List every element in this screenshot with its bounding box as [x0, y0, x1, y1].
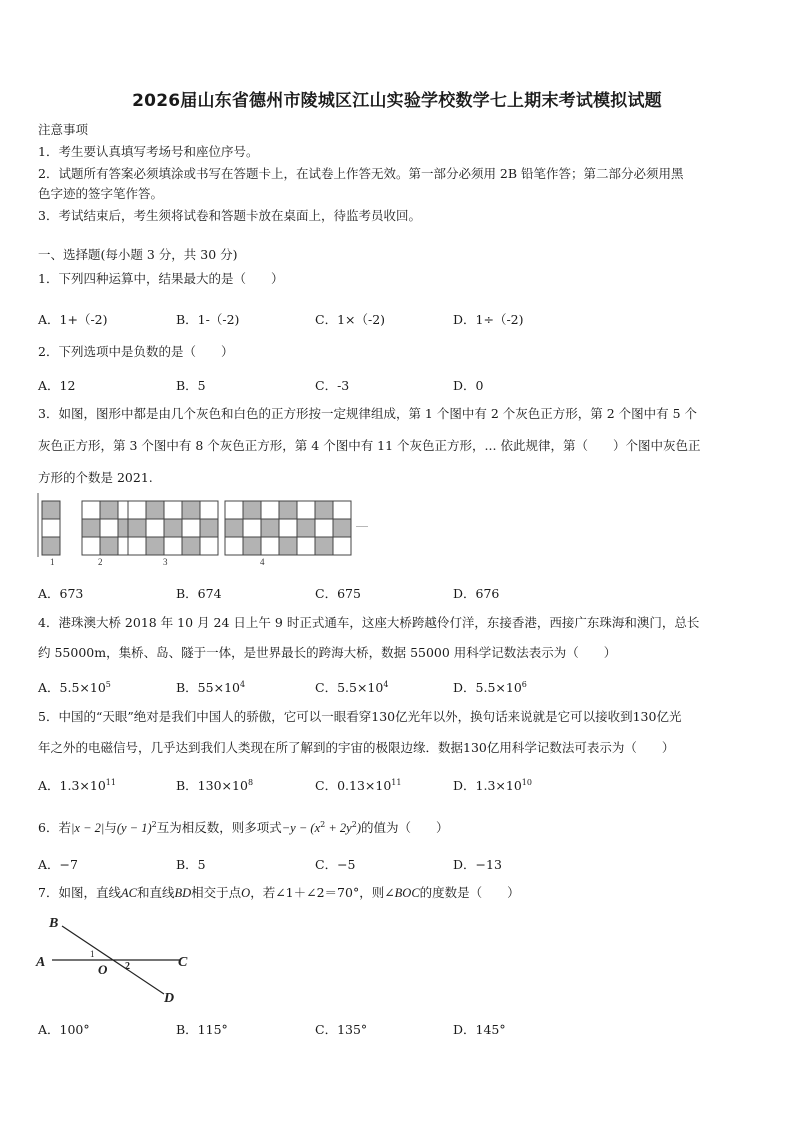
- q7-point-o: O: [241, 886, 251, 900]
- question-3-line-2: 灰色正方形，第 3 个图中有 8 个灰色正方形，第 4 个图中有 11 个灰色正方形，... 依此规律，第（ ）个图中灰色正: [38, 438, 701, 453]
- q2-option-a: A．12: [38, 378, 76, 393]
- q6-square-exponent: 2: [151, 820, 157, 829]
- notice-item-2-cont: 色字迹的签字笔作答。: [38, 186, 164, 201]
- question-5-line-1: 5．中国的“天眼”绝对是我们中国人的骄傲，它可以一眼看穿130亿光年以外，换句话来说就是它可以接收到130亿光: [38, 709, 682, 724]
- q7-stem-e: 的度数是（ ）: [419, 885, 520, 900]
- q5-option-a-exp: 11: [105, 778, 116, 787]
- square-pattern-figure: [36, 493, 376, 573]
- question-1-stem: 1．下列四种运算中，结果最大的是（ ）: [38, 271, 284, 286]
- q5-option-a: [38, 776, 116, 794]
- pattern-4-cell: [279, 501, 297, 519]
- q7-angle-boc: BOC: [394, 886, 420, 900]
- q6-text: 互为相反数，则多项式: [156, 820, 282, 835]
- pattern-4-cell: [225, 519, 243, 537]
- q7-option-d: D．145°: [453, 1022, 506, 1037]
- q6-option-a: A．−7: [38, 857, 78, 872]
- q7-option-b: B．115°: [176, 1022, 228, 1037]
- q6-option-d: D．−13: [453, 857, 502, 872]
- figure-label-2: 2: [98, 557, 103, 567]
- q5-option-b: [176, 776, 253, 794]
- q4-option-b-exp: 4: [239, 680, 246, 689]
- q7-option-a: A．100°: [38, 1022, 90, 1037]
- pattern-3-cell: [200, 537, 218, 555]
- q4-option-b: [176, 678, 245, 696]
- angle-label-1: 1: [90, 949, 95, 959]
- q7-option-c: C．135°: [315, 1022, 368, 1037]
- label-o: O: [98, 962, 108, 977]
- q5-option-c-base: C．0.13×10: [315, 778, 392, 793]
- pattern-3-cell: [128, 501, 146, 519]
- q4-option-d-exp: 6: [521, 680, 527, 689]
- q1-option-a: A．1+（-2): [38, 312, 108, 327]
- q6-polynomial-end: ): [356, 821, 361, 835]
- pattern-4-cell: [333, 537, 351, 555]
- q3-option-c: C．675: [315, 586, 361, 601]
- q6-polynomial: −y − (x: [281, 821, 321, 835]
- label-a: A: [36, 955, 46, 970]
- q5-option-c-exp: 11: [391, 778, 402, 787]
- q5-option-d-base: D．1.3×10: [453, 778, 522, 793]
- q6-poly-exp-2: 2: [351, 820, 357, 829]
- q4-option-b-base: B．55×10: [176, 680, 240, 695]
- question-3-line-3: 方形的个数是 2021.: [38, 470, 153, 485]
- pattern-2-cell: [82, 519, 100, 537]
- q3-option-a: A．673: [38, 586, 84, 601]
- q7-line-ac: AC: [120, 886, 137, 900]
- pattern-3-cell: [128, 537, 146, 555]
- notice-item-2: 2．试题所有答案必须填涂或书写在答题卡上，在试卷上作答无效。第一部分必须用 2B 铅笔作答；第二部分必须用黑: [38, 166, 684, 181]
- question-3-line-1: 3．如图，图形中都是由几个灰色和白色的正方形按一定规律组成，第 1 个图中有 2 个灰色正方形，第 2 个图中有 5 个: [38, 406, 698, 421]
- pattern-3-cell: [146, 537, 164, 555]
- notice-item-3: 3．考试结束后，考生须将试卷和答题卡放在桌面上，待监考员收回。: [38, 208, 421, 223]
- q6-polynomial-mid: + 2y: [325, 821, 352, 835]
- pattern-4-cell: [315, 501, 333, 519]
- q4-option-a: [38, 678, 111, 696]
- pattern-3-cell: [164, 537, 182, 555]
- q5-option-c: [315, 776, 401, 794]
- figure-ellipsis: ......: [356, 520, 368, 529]
- pattern-4-cell: [297, 537, 315, 555]
- pattern-4-cell: [225, 537, 243, 555]
- pattern-2-cell: [100, 501, 118, 519]
- pattern-4-cell: [225, 501, 243, 519]
- question-4-line-2: 约 55000m，集桥、岛、隧于一体，是世界最长的跨海大桥，数据 55000 用科学记数法表示为（ ）: [38, 645, 617, 660]
- figure-label-4: 4: [260, 557, 265, 567]
- q1-option-c: C．1×（-2): [315, 312, 386, 327]
- q2-option-c: C．-3: [315, 378, 350, 393]
- q5-option-d: [453, 776, 532, 794]
- q5-option-b-base: B．130×10: [176, 778, 248, 793]
- q6-mid: 与: [104, 820, 117, 835]
- pattern-4-cell: [243, 537, 261, 555]
- question-6-stem: [38, 817, 449, 836]
- figure-label-1: 1: [50, 557, 55, 567]
- q7-stem-b: 和直线: [136, 885, 175, 900]
- pattern-2-cell: [100, 537, 118, 555]
- q4-option-d-base: D．5.5×10: [453, 680, 522, 695]
- q6-poly-exp-1: 2: [320, 820, 326, 829]
- pattern-2-cell: [82, 537, 100, 555]
- q7-line-bd: BD: [174, 886, 192, 900]
- pattern-4-cell: [333, 519, 351, 537]
- question-5-line-2: 年之外的电磁信号，几乎达到我们人类现在所了解到的宇宙的极限边缘．数据130亿用科学记数法可表示为（ ）: [38, 740, 675, 755]
- question-4-line-1: 4．港珠澳大桥 2018 年 10 月 24 日上午 9 时正式通车，这座大桥跨越伶仃洋，东接香港，西接广东珠海和澳门，总长: [38, 615, 700, 630]
- pattern-4-cell: [261, 519, 279, 537]
- pattern-3-cell: [128, 519, 146, 537]
- q1-option-d: D．1÷（-2): [453, 312, 524, 327]
- label-c: C: [178, 955, 188, 970]
- pattern-2-cell: [82, 501, 100, 519]
- angle-label-2: 2: [125, 961, 130, 972]
- pattern-1-cell: [42, 537, 60, 555]
- q6-prefix: 6．若: [38, 820, 71, 835]
- pattern-4-cell: [279, 537, 297, 555]
- q1-option-b: B．1-（-2): [176, 312, 240, 327]
- pattern-4-cell: [315, 537, 333, 555]
- pattern-3-cell: [200, 501, 218, 519]
- figure-label-3: 3: [163, 557, 168, 567]
- pattern-3-cell: [146, 501, 164, 519]
- pattern-2-cell: [100, 519, 118, 537]
- pattern-1-cell: [42, 501, 60, 519]
- pattern-3-cell: [200, 519, 218, 537]
- pattern-4-cell: [315, 519, 333, 537]
- question-7-stem: [38, 885, 520, 901]
- q3-option-d: D．676: [453, 586, 500, 601]
- q4-option-c-base: C．5.5×10: [315, 680, 384, 695]
- q5-option-b-exp: 8: [247, 778, 254, 787]
- pattern-3-cell: [164, 519, 182, 537]
- label-b: B: [49, 916, 59, 931]
- pattern-4-cell: [261, 501, 279, 519]
- q4-option-c-exp: 4: [383, 680, 389, 689]
- q6-suffix: 的值为（ ）: [360, 820, 449, 835]
- q2-option-d: D．0: [453, 378, 484, 393]
- pattern-3-cell: [182, 501, 200, 519]
- q7-stem-a: 7．如图，直线: [38, 885, 121, 900]
- pattern-4-cell: [261, 537, 279, 555]
- q4-option-d: [453, 678, 527, 696]
- pattern-3-cell: [182, 537, 200, 555]
- pattern-4-cell: [243, 501, 261, 519]
- notice-item-1: 1．考生要认真填写考场号和座位序号。: [38, 144, 259, 159]
- q3-option-b: B．674: [176, 586, 222, 601]
- q4-option-c: [315, 678, 388, 696]
- q4-option-a-base: A．5.5×10: [38, 680, 106, 695]
- pattern-grids: [42, 501, 351, 555]
- pattern-4-cell: [297, 501, 315, 519]
- pattern-4-cell: [297, 519, 315, 537]
- q7-stem-d: ，若∠1＋∠2＝70°，则∠: [250, 885, 395, 900]
- q6-square-expression: (y − 1): [116, 821, 152, 835]
- pattern-4-cell: [333, 501, 351, 519]
- pattern-4-cell: [279, 519, 297, 537]
- pattern-3-cell: [146, 519, 164, 537]
- q7-stem-c: 相交于点: [191, 885, 242, 900]
- q4-option-a-exp: 5: [105, 680, 111, 689]
- q6-option-c: C．−5: [315, 857, 356, 872]
- notice-heading: 注意事项: [38, 122, 89, 137]
- label-d: D: [164, 991, 175, 1006]
- pattern-1-cell: [42, 519, 60, 537]
- pattern-3-cell: [164, 501, 182, 519]
- question-2-stem: 2．下列选项中是负数的是（ ）: [38, 344, 234, 359]
- q5-option-d-exp: 10: [521, 778, 532, 787]
- section-heading: 一、选择题(每小题 3 分，共 30 分): [38, 247, 238, 262]
- q5-option-a-base: A．1.3×10: [38, 778, 106, 793]
- q6-abs-expression: |x − 2|: [70, 821, 105, 835]
- intersecting-lines-figure: [34, 912, 194, 1008]
- pattern-3-cell: [182, 519, 200, 537]
- q6-option-b: B．5: [176, 857, 206, 872]
- pattern-4-cell: [243, 519, 261, 537]
- page-title: 2026届山东省德州市陵城区江山实验学校数学七上期末考试模拟试题: [132, 91, 662, 111]
- q2-option-b: B．5: [176, 378, 206, 393]
